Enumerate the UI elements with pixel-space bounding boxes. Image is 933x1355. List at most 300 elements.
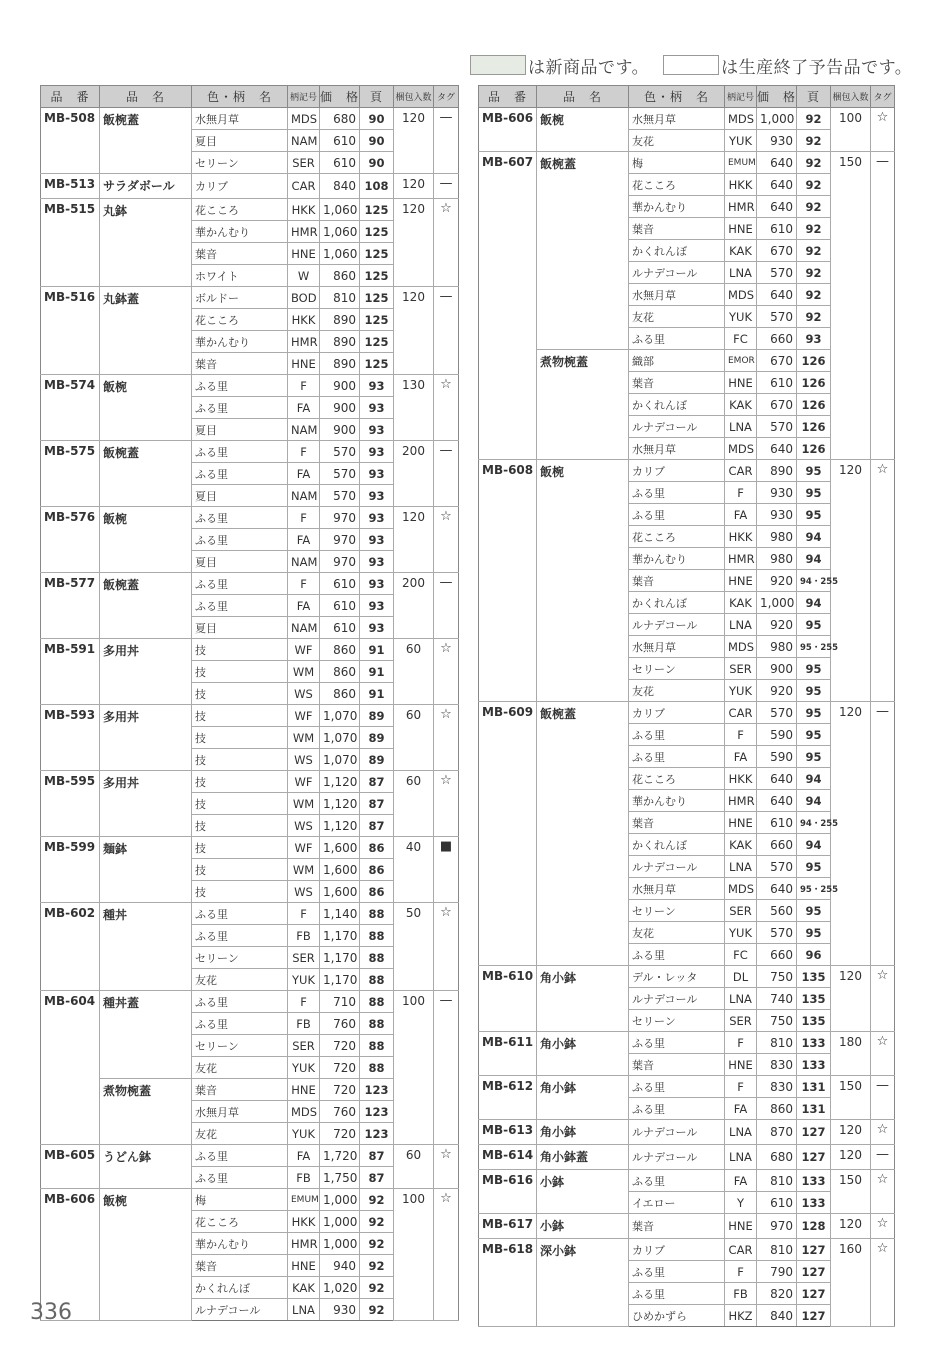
catalog-page: 133 [797, 1192, 831, 1214]
color-pattern-name: 華かんむり [629, 790, 725, 812]
pattern-code: NAM [288, 617, 320, 639]
tag-mark: ☆ [871, 966, 895, 1032]
price: 750 [757, 966, 797, 988]
price: 1,720 [320, 1145, 360, 1167]
catalog-page: 126 [797, 372, 831, 394]
price: 970 [757, 1214, 797, 1239]
price: 930 [757, 504, 797, 526]
pattern-code: HKK [288, 1211, 320, 1233]
color-pattern-name: 葉音 [192, 1255, 288, 1277]
catalog-page: 92 [797, 130, 831, 152]
price: 1,000 [320, 1233, 360, 1255]
pack-quantity: 120 [394, 287, 434, 375]
pattern-code: FA [288, 463, 320, 485]
pattern-code: WS [288, 881, 320, 903]
catalog-page: 135 [797, 1010, 831, 1032]
color-pattern-name: 梅 [192, 1189, 288, 1211]
pattern-code: DL [725, 966, 757, 988]
product-code: MB-606 [41, 1189, 100, 1321]
price: 610 [757, 218, 797, 240]
column-header: 梱包入数 [394, 86, 434, 108]
color-pattern-name: ふる里 [192, 903, 288, 925]
color-pattern-name: セリーン [629, 1010, 725, 1032]
catalog-page: 123 [360, 1079, 394, 1101]
pattern-code: SER [288, 947, 320, 969]
price: 930 [757, 482, 797, 504]
price: 810 [757, 1032, 797, 1054]
catalog-page: 126 [797, 416, 831, 438]
catalog-page: 93 [360, 551, 394, 573]
catalog-page: 88 [360, 991, 394, 1013]
price: 1,000 [757, 592, 797, 614]
table-row [41, 1189, 459, 1211]
product-name: 多用丼 [100, 705, 192, 771]
column-header: 品 番 [41, 86, 100, 108]
price: 610 [757, 372, 797, 394]
pattern-code: F [725, 482, 757, 504]
pattern-code: HMR [288, 331, 320, 353]
pattern-code: LNA [725, 1145, 757, 1170]
catalog-page: 95 [797, 900, 831, 922]
price: 570 [757, 306, 797, 328]
color-pattern-name: 花こころ [629, 768, 725, 790]
color-pattern-name: ふる里 [629, 504, 725, 526]
product-name: 飯椀 [100, 507, 192, 573]
pattern-code: HMR [288, 221, 320, 243]
catalog-page: 125 [360, 287, 394, 309]
pack-quantity: 60 [394, 771, 434, 837]
color-pattern-name: ルナデコール [192, 1299, 288, 1321]
table-row [41, 287, 459, 309]
product-code: MB-516 [41, 287, 100, 375]
tag-mark: — [871, 702, 895, 966]
catalog-page: 92 [797, 306, 831, 328]
catalog-page: 95 [797, 724, 831, 746]
tag-mark: ☆ [871, 1214, 895, 1239]
color-pattern-name: 花こころ [192, 309, 288, 331]
product-code: MB-605 [41, 1145, 100, 1189]
price: 1,600 [320, 837, 360, 859]
discontinued-swatch [663, 55, 719, 75]
color-pattern-name: ふる里 [192, 595, 288, 617]
catalog-page: 93 [360, 463, 394, 485]
catalog-page: 92 [360, 1255, 394, 1277]
color-pattern-name: ふる里 [192, 463, 288, 485]
product-code: MB-602 [41, 903, 100, 991]
pack-quantity: 100 [394, 1189, 434, 1321]
color-pattern-name: ふる里 [629, 1170, 725, 1192]
catalog-page: 94 [797, 548, 831, 570]
price: 1,120 [320, 771, 360, 793]
catalog-page: 125 [360, 243, 394, 265]
color-pattern-name: 花こころ [192, 199, 288, 221]
pattern-code: WM [288, 793, 320, 815]
price: 1,600 [320, 881, 360, 903]
pack-quantity: 180 [831, 1032, 871, 1076]
color-pattern-name: ボルドー [192, 287, 288, 309]
price: 680 [320, 108, 360, 130]
price: 1,000 [320, 1189, 360, 1211]
price: 1,060 [320, 221, 360, 243]
color-pattern-name: 技 [192, 683, 288, 705]
catalog-page: 96 [797, 944, 831, 966]
product-name: 角小鉢蓋 [537, 1145, 629, 1170]
catalog-page: 94 [797, 768, 831, 790]
price: 1,170 [320, 947, 360, 969]
color-pattern-name: ふる里 [629, 724, 725, 746]
price: 710 [320, 991, 360, 1013]
price: 1,000 [757, 108, 797, 130]
color-pattern-name: 葉音 [629, 570, 725, 592]
color-pattern-name: ルナデコール [629, 988, 725, 1010]
catalog-page: 125 [360, 353, 394, 375]
pattern-code: FB [725, 1283, 757, 1305]
price: 890 [757, 460, 797, 482]
price: 590 [757, 724, 797, 746]
catalog-page: 95 [797, 658, 831, 680]
price: 610 [320, 130, 360, 152]
price: 660 [757, 944, 797, 966]
tag-mark: ☆ [871, 1120, 895, 1145]
price: 1,070 [320, 727, 360, 749]
price: 870 [757, 1120, 797, 1145]
color-pattern-name: 水無月草 [629, 438, 725, 460]
color-pattern-name: 水無月草 [629, 636, 725, 658]
catalog-page: 92 [797, 108, 831, 130]
product-code: MB-610 [479, 966, 537, 1032]
catalog-page: 87 [360, 771, 394, 793]
product-name: 種丼蓋 [100, 991, 192, 1079]
color-pattern-name: ルナデコール [629, 856, 725, 878]
pattern-code: LNA [725, 416, 757, 438]
column-header: タグ [434, 86, 459, 108]
catalog-page: 93 [360, 441, 394, 463]
catalog-page: 92 [797, 284, 831, 306]
price: 670 [757, 394, 797, 416]
tag-mark: — [434, 991, 459, 1145]
color-pattern-name: セリーン [629, 658, 725, 680]
catalog-page: 92 [797, 262, 831, 284]
pattern-code: KAK [725, 394, 757, 416]
pattern-code: F [288, 573, 320, 595]
product-name: サラダボール [100, 174, 192, 199]
price: 610 [320, 573, 360, 595]
table-row [41, 174, 459, 199]
product-name: 角小鉢 [537, 966, 629, 1032]
pattern-code: LNA [725, 856, 757, 878]
color-pattern-name: 技 [192, 837, 288, 859]
color-pattern-name: ふる里 [629, 1076, 725, 1098]
pack-quantity: 40 [394, 837, 434, 903]
catalog-page: 127 [797, 1239, 831, 1261]
pattern-code: NAM [288, 419, 320, 441]
catalog-page: 133 [797, 1170, 831, 1192]
pattern-code: HMR [725, 790, 757, 812]
price: 860 [320, 639, 360, 661]
price: 840 [320, 174, 360, 199]
pattern-code: WF [288, 705, 320, 727]
pack-quantity: 60 [394, 1145, 434, 1189]
product-name: 飯椀蓋 [537, 152, 629, 350]
price: 860 [757, 1098, 797, 1120]
price: 570 [320, 441, 360, 463]
color-pattern-name: ルナデコール [629, 416, 725, 438]
tag-mark: ☆ [434, 705, 459, 771]
price: 720 [320, 1123, 360, 1145]
pattern-code: MDS [725, 878, 757, 900]
price: 810 [757, 1239, 797, 1261]
legend [470, 54, 912, 76]
table-row [479, 702, 895, 724]
catalog-page: 94 [797, 526, 831, 548]
table-row [479, 152, 895, 174]
table-header-row [479, 86, 895, 108]
color-pattern-name: 葉音 [629, 1214, 725, 1239]
tag-mark: ☆ [434, 507, 459, 573]
pattern-code: WF [288, 771, 320, 793]
price: 1,170 [320, 925, 360, 947]
color-pattern-name: ふる里 [192, 991, 288, 1013]
catalog-page: 95 [797, 922, 831, 944]
column-header: 柄記号 [725, 86, 757, 108]
tag-mark: — [434, 441, 459, 507]
product-name: 飯椀蓋 [100, 573, 192, 639]
pattern-code: WM [288, 661, 320, 683]
product-code: MB-606 [479, 108, 537, 152]
color-pattern-name: 友花 [192, 969, 288, 991]
pattern-code: HMR [725, 196, 757, 218]
color-pattern-name: 夏目 [192, 485, 288, 507]
price: 920 [757, 570, 797, 592]
price: 570 [757, 856, 797, 878]
product-subname: 煮物椀蓋 [100, 1079, 192, 1145]
product-name: 丸鉢 [100, 199, 192, 287]
product-code: MB-604 [41, 991, 100, 1145]
catalog-page: 95 [797, 614, 831, 636]
price: 900 [757, 658, 797, 680]
color-pattern-name: 華かんむり [192, 1233, 288, 1255]
table-row [479, 1170, 895, 1192]
product-code: MB-599 [41, 837, 100, 903]
tag-mark: — [434, 573, 459, 639]
catalog-page: 127 [797, 1261, 831, 1283]
color-pattern-name: ふる里 [192, 507, 288, 529]
price: 660 [757, 328, 797, 350]
pack-quantity: 120 [831, 1214, 871, 1239]
product-code: MB-613 [479, 1120, 537, 1145]
catalog-page: 135 [797, 966, 831, 988]
pattern-code: YUK [725, 130, 757, 152]
product-code: MB-608 [479, 460, 537, 702]
column-header: 柄記号 [288, 86, 320, 108]
pattern-code: HNE [288, 243, 320, 265]
color-pattern-name: 技 [192, 705, 288, 727]
pattern-code: CAR [725, 1239, 757, 1261]
product-code: MB-595 [41, 771, 100, 837]
pack-quantity: 120 [394, 174, 434, 199]
pack-quantity: 120 [831, 702, 871, 966]
table-row [479, 1076, 895, 1098]
color-pattern-name: 技 [192, 661, 288, 683]
price: 570 [757, 922, 797, 944]
color-pattern-name: ふる里 [629, 328, 725, 350]
price: 610 [320, 152, 360, 174]
color-pattern-name: 葉音 [629, 1054, 725, 1076]
color-pattern-name: 花こころ [192, 1211, 288, 1233]
catalog-page: 93 [360, 595, 394, 617]
catalog-page: 95 [797, 746, 831, 768]
catalog-page: 93 [360, 617, 394, 639]
catalog-page: 95・255 [797, 878, 831, 900]
color-pattern-name: 華かんむり [629, 196, 725, 218]
pack-quantity: 120 [831, 460, 871, 702]
catalog-page: 95 [797, 504, 831, 526]
color-pattern-name: 華かんむり [192, 331, 288, 353]
color-pattern-name: ふる里 [629, 1032, 725, 1054]
catalog-page: 128 [797, 1214, 831, 1239]
pack-quantity: 120 [394, 108, 434, 174]
tag-mark: ☆ [871, 1239, 895, 1327]
column-header: 色・柄 名 [629, 86, 725, 108]
pattern-code: LNA [725, 1120, 757, 1145]
catalog-page: 92 [360, 1211, 394, 1233]
table-row [41, 991, 459, 1013]
price: 570 [757, 262, 797, 284]
discontinued-note: は生産終了予告品です。 [721, 57, 913, 78]
catalog-page: 125 [360, 199, 394, 221]
pattern-code: F [288, 507, 320, 529]
pattern-code: FC [725, 944, 757, 966]
column-header: 頁 [797, 86, 831, 108]
product-name: 丸鉢蓋 [100, 287, 192, 375]
catalog-page: 90 [360, 130, 394, 152]
pattern-code: HNE [725, 1054, 757, 1076]
price: 860 [320, 661, 360, 683]
color-pattern-name: ふる里 [629, 1261, 725, 1283]
color-pattern-name: セリーン [629, 900, 725, 922]
pattern-code: SER [288, 152, 320, 174]
catalog-page: 93 [797, 328, 831, 350]
catalog-page: 86 [360, 859, 394, 881]
tag-mark: ☆ [434, 199, 459, 287]
color-pattern-name: ふる里 [629, 1283, 725, 1305]
color-pattern-name: 友花 [192, 1057, 288, 1079]
color-pattern-name: 夏目 [192, 551, 288, 573]
price: 980 [757, 548, 797, 570]
column-header: 頁 [360, 86, 394, 108]
pack-quantity: 50 [394, 903, 434, 991]
price: 1,060 [320, 243, 360, 265]
pack-quantity: 120 [831, 1145, 871, 1170]
pattern-code: BOD [288, 287, 320, 309]
color-pattern-name: 夏目 [192, 617, 288, 639]
price: 570 [757, 702, 797, 724]
product-code: MB-593 [41, 705, 100, 771]
catalog-page: 93 [360, 419, 394, 441]
color-pattern-name: 葉音 [629, 812, 725, 834]
catalog-page: 125 [360, 265, 394, 287]
catalog-page: 94 [797, 790, 831, 812]
product-table-right [478, 85, 895, 1327]
pattern-code: HNE [725, 218, 757, 240]
price: 840 [757, 1305, 797, 1327]
pattern-code: FB [288, 1013, 320, 1035]
price: 1,600 [320, 859, 360, 881]
color-pattern-name: ふる里 [192, 375, 288, 397]
table-row [479, 1145, 895, 1170]
color-pattern-name: ルナデコール [629, 262, 725, 284]
pattern-code: HNE [725, 812, 757, 834]
price: 570 [757, 416, 797, 438]
color-pattern-name: 友花 [629, 922, 725, 944]
pack-quantity: 60 [394, 639, 434, 705]
pattern-code: MDS [725, 108, 757, 130]
catalog-page: 93 [360, 485, 394, 507]
product-code: MB-614 [479, 1145, 537, 1170]
pattern-code: LNA [725, 988, 757, 1010]
price: 760 [320, 1013, 360, 1035]
color-pattern-name: イエロー [629, 1192, 725, 1214]
color-pattern-name: 葉音 [192, 1079, 288, 1101]
product-code: MB-617 [479, 1214, 537, 1239]
catalog-page: 91 [360, 639, 394, 661]
color-pattern-name: 花こころ [629, 174, 725, 196]
pattern-code: LNA [725, 262, 757, 284]
table-row [479, 1032, 895, 1054]
catalog-page: 131 [797, 1098, 831, 1120]
pattern-code: WM [288, 727, 320, 749]
price: 610 [757, 812, 797, 834]
catalog-page: 127 [797, 1305, 831, 1327]
pattern-code: HKK [288, 309, 320, 331]
table-row [41, 108, 459, 130]
color-pattern-name: カリブ [629, 460, 725, 482]
color-pattern-name: ふる里 [629, 482, 725, 504]
catalog-page: 127 [797, 1145, 831, 1170]
pattern-code: FA [725, 746, 757, 768]
price: 570 [320, 485, 360, 507]
catalog-page: 89 [360, 749, 394, 771]
pattern-code: F [288, 903, 320, 925]
color-pattern-name: 友花 [629, 680, 725, 702]
pattern-code: HNE [288, 1255, 320, 1277]
pattern-code: KAK [725, 240, 757, 262]
color-pattern-name: 技 [192, 771, 288, 793]
column-header: 品 番 [479, 86, 537, 108]
new-product-swatch [470, 55, 526, 75]
table-header-row [41, 86, 459, 108]
price: 610 [757, 1192, 797, 1214]
pattern-code: YUK [725, 680, 757, 702]
color-pattern-name: 技 [192, 749, 288, 771]
product-code: MB-611 [479, 1032, 537, 1076]
catalog-page: 125 [360, 221, 394, 243]
color-pattern-name: ひめかずら [629, 1305, 725, 1327]
tag-mark: ☆ [871, 108, 895, 152]
pack-quantity: 100 [831, 108, 871, 152]
catalog-page: 91 [360, 661, 394, 683]
color-pattern-name: 華かんむり [192, 221, 288, 243]
price: 760 [320, 1101, 360, 1123]
tag-mark: ☆ [871, 460, 895, 702]
catalog-page: 88 [360, 925, 394, 947]
pattern-code: EMUM [725, 152, 757, 174]
color-pattern-name: 水無月草 [192, 1101, 288, 1123]
pattern-code: YUK [725, 922, 757, 944]
new-product-note: は新商品です。 [528, 57, 650, 78]
tag-mark: — [434, 108, 459, 174]
pattern-code: NAM [288, 551, 320, 573]
